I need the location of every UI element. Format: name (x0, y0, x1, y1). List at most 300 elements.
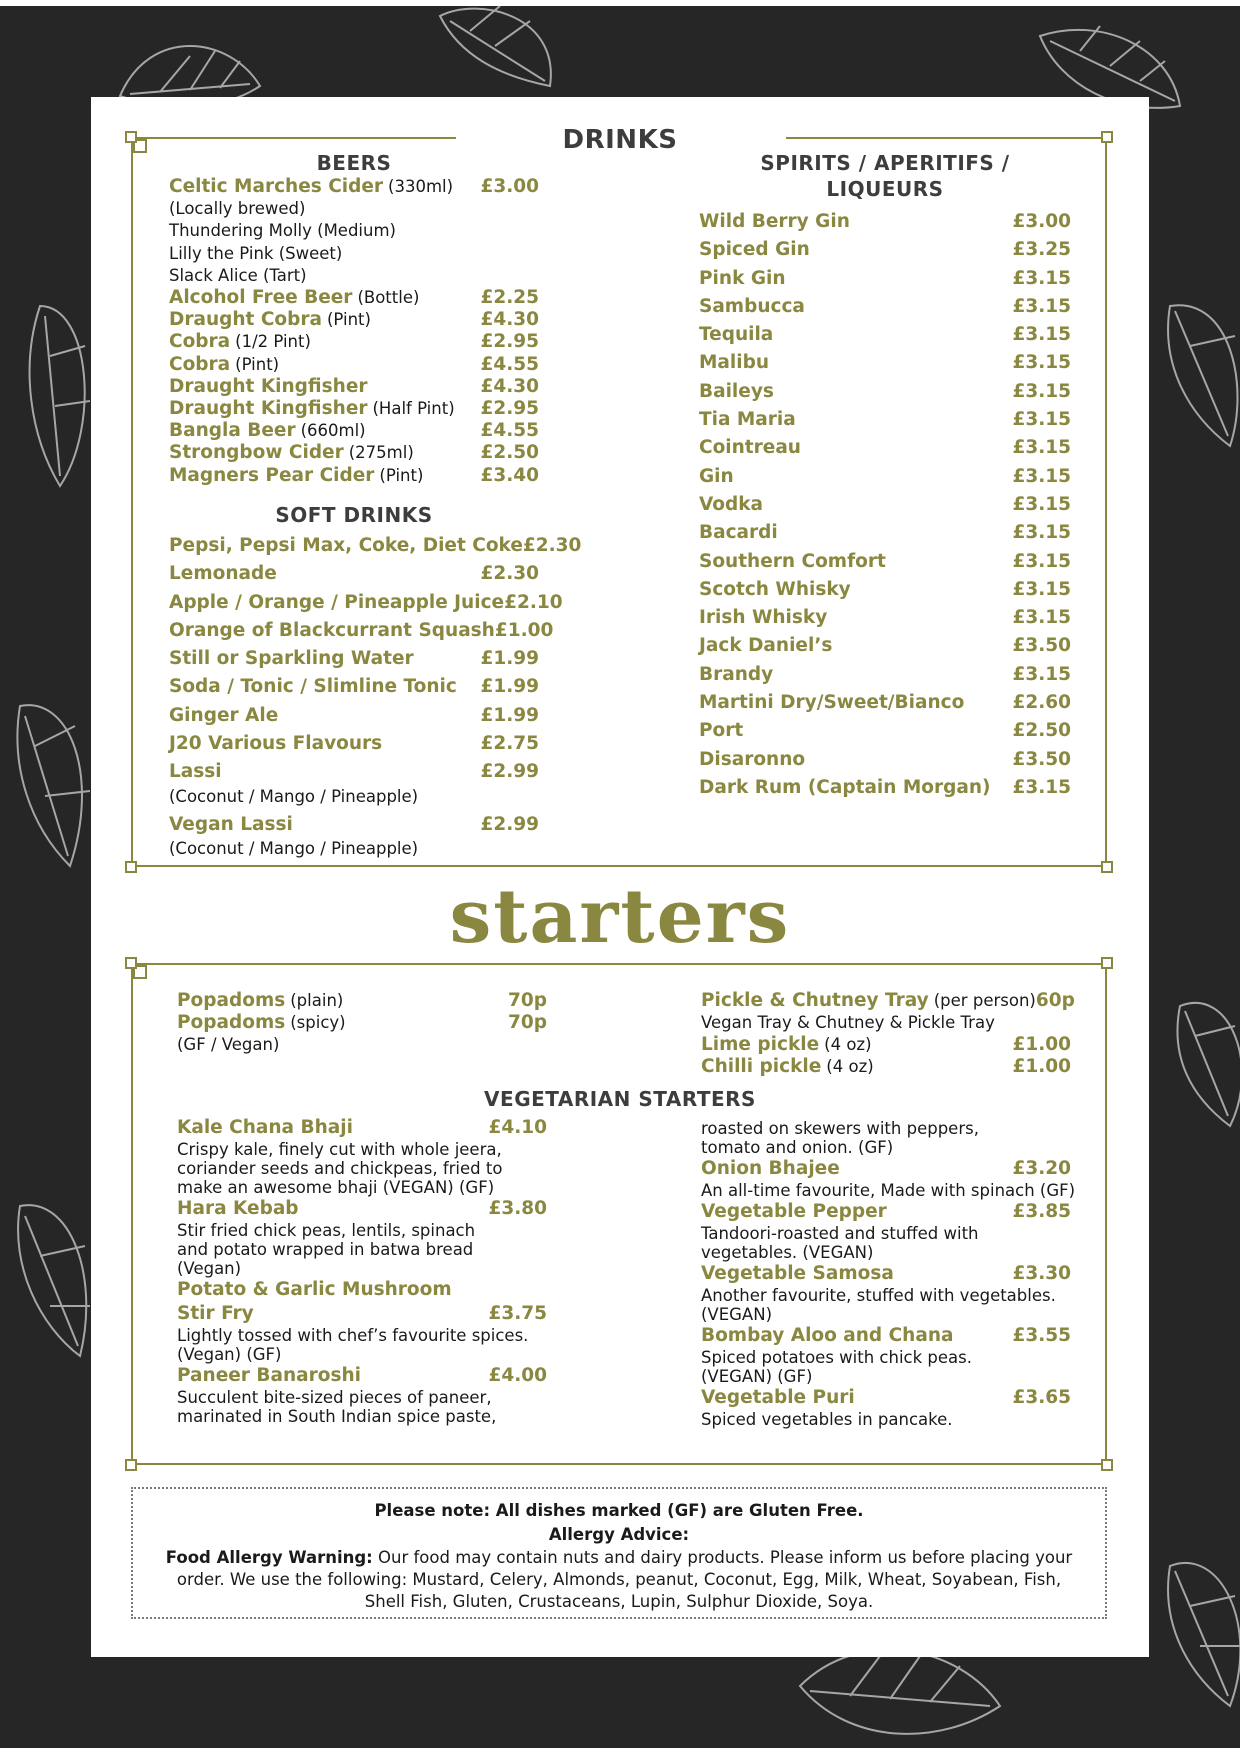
menu-item-note: Vegan Tray & Chutney & Pickle Tray (701, 1013, 995, 1032)
menu-item-label (177, 990, 343, 1012)
menu-item-name: Paneer Banaroshi (177, 1365, 361, 1386)
menu-item-row (701, 1034, 1071, 1056)
menu-item-note: (660ml) (300, 421, 366, 441)
menu-item-name: Onion Bhajee (701, 1158, 840, 1179)
menu-item-label (699, 604, 827, 632)
menu-item-description: An all-time favourite, Made with spinach (GF) (701, 1181, 1076, 1200)
menu-item-row (169, 354, 539, 376)
menu-item-price: £3.20 (1012, 1158, 1071, 1179)
menu-item-row (699, 661, 1071, 689)
soft-drinks-column (169, 502, 629, 863)
menu-item-description: Tandoori-roasted and stuffed with (701, 1224, 979, 1243)
menu-item-row (169, 532, 582, 560)
menu-item-row (699, 208, 1071, 236)
menu-item-description: Spiced potatoes with chick peas. (701, 1348, 972, 1367)
menu-item-row (701, 1012, 1071, 1034)
menu-item-label (701, 1034, 872, 1056)
menu-item-label (169, 560, 277, 588)
menu-item-price: £2.30 (480, 563, 539, 585)
menu-item-price: £2.75 (480, 733, 539, 755)
menu-item-label (169, 198, 305, 220)
menu-item-row (699, 576, 1071, 604)
frame-corner (1101, 861, 1113, 873)
menu-item-name: Pepsi, Pepsi Max, Coke, Diet Coke (169, 535, 523, 556)
menu-item-name: Apple / Orange / Pineapple Juice (169, 591, 505, 613)
menu-item-description: vegetables. (VEGAN) (701, 1243, 874, 1262)
menu-item-label (169, 645, 414, 673)
menu-item-price: £3.15 (1012, 776, 1071, 798)
menu-item-name: Vegetable Pepper (701, 1201, 887, 1222)
menu-item-name: Bacardi (699, 522, 778, 544)
menu-item-name: Vegetable Puri (701, 1387, 855, 1408)
menu-item-price: £3.00 (1012, 211, 1071, 232)
menu-item-row (169, 730, 539, 758)
menu-item-price: £2.30 (522, 535, 582, 556)
allergy-box (131, 1487, 1107, 1619)
menu-item-note: (Locally brewed) (169, 199, 306, 219)
menu-item-name: Dark Rum (Captain Morgan) (699, 776, 991, 798)
menu-item-label (699, 661, 773, 689)
menu-item-price: £2.10 (504, 591, 563, 613)
spirits-column (699, 150, 1071, 802)
menu-item-row (699, 491, 1071, 519)
menu-item-row (699, 321, 1071, 349)
menu-item-row (169, 309, 539, 331)
menu-item-label (177, 1364, 361, 1388)
menu-item-note: Slack Alice (Tart) (169, 265, 307, 285)
menu-item-description: (Coconut / Mango / Pineapple) (169, 838, 419, 858)
menu-item-price: £4.55 (480, 420, 539, 442)
menu-item-price: £3.15 (1012, 663, 1071, 685)
menu-item-name: Tequila (699, 324, 774, 346)
allergy-warning-line: order. We use the following: Mustard, Celery, Almonds, peanut, Coconut, Egg, Milk, Wheat, Soyabean, Fish, (176, 1570, 1062, 1589)
menu-item-row (169, 617, 554, 645)
menu-item-price: £2.50 (480, 442, 539, 464)
menu-item-name: Vodka (699, 493, 764, 515)
menu-item-label (701, 1386, 855, 1410)
menu-item-row (699, 604, 1071, 632)
menu-item-name: Popadoms (177, 1012, 286, 1033)
menu-item-row (177, 1278, 547, 1302)
menu-item-note: (330ml) (388, 177, 454, 196)
spirits-heading: SPIRITS / APERITIFS / LIQUEURS (699, 150, 1071, 202)
allergy-advice-heading: Allergy Advice: (548, 1525, 690, 1544)
menu-item-row (169, 220, 539, 242)
menu-item-label (169, 331, 311, 353)
menu-item-label (701, 990, 1036, 1012)
menu-item-row (169, 398, 539, 420)
menu-item-label (169, 730, 382, 758)
menu-item-price: £3.00 (480, 176, 539, 197)
menu-item-row (169, 376, 539, 398)
menu-item-row (169, 198, 539, 220)
menu-item-label (699, 689, 964, 717)
menu-item-row (169, 702, 539, 730)
menu-item-description: (Vegan) (177, 1259, 242, 1278)
spirits-list (699, 208, 1071, 802)
menu-item-row (177, 1034, 547, 1056)
menu-item-note: (Bottle) (357, 288, 420, 308)
menu-item-row (701, 1200, 1071, 1224)
menu-item-row (169, 243, 539, 265)
menu-item-label (177, 1302, 254, 1326)
menu-item-name: Disaronno (699, 748, 806, 770)
menu-item-row (169, 176, 539, 198)
menu-item-row (177, 990, 547, 1012)
menu-item-description: Succulent bite-sized pieces of paneer, (177, 1388, 492, 1407)
menu-page (91, 97, 1149, 1657)
menu-item-label (699, 406, 796, 434)
menu-item-label (699, 491, 763, 519)
menu-item-label (169, 617, 495, 645)
menu-item-row (169, 589, 563, 617)
menu-item-price: £2.60 (1012, 692, 1071, 714)
menu-item-label (169, 442, 414, 464)
menu-item-row (169, 673, 539, 701)
menu-item-name: Potato & Garlic Mushroom (177, 1279, 452, 1300)
menu-item-note: (1/2 Pint) (235, 332, 311, 352)
menu-item-name: Strongbow Cider (169, 442, 344, 464)
menu-item-price: £3.15 (1012, 352, 1071, 374)
menu-item-name: Chilli pickle (701, 1056, 822, 1077)
menu-item-row (699, 746, 1071, 774)
menu-item-description: make an awesome bhaji (VEGAN) (GF) (177, 1178, 495, 1197)
soft-drinks-list (169, 532, 629, 861)
menu-item-name: Bangla Beer (169, 420, 296, 442)
menu-item-name: Lassi (169, 761, 222, 783)
menu-item-name: Draught Kingfisher (169, 398, 368, 420)
menu-item-row (169, 287, 539, 309)
menu-item-label (169, 465, 423, 487)
menu-item-label (699, 774, 990, 802)
menu-item-note: Thundering Molly (Medium) (169, 221, 396, 241)
menu-item-label (169, 376, 368, 398)
beers-list (169, 176, 629, 487)
menu-item-price: £2.99 (480, 813, 539, 835)
menu-item-name: Hara Kebab (177, 1198, 299, 1219)
menu-item-label (701, 1056, 874, 1078)
popadoms-column (177, 990, 547, 1056)
pickles-list (701, 990, 1075, 1078)
menu-item-row (701, 1056, 1071, 1078)
menu-item-row (699, 434, 1071, 462)
menu-item-price: £3.25 (1012, 239, 1071, 261)
menu-item-price: £4.30 (480, 309, 539, 331)
menu-item-name: Pink Gin (699, 267, 786, 289)
menu-item-price: £4.10 (488, 1117, 547, 1138)
menu-item-label (699, 746, 805, 774)
menu-item-label (169, 702, 278, 730)
menu-item-note: (Pint) (326, 310, 371, 330)
menu-item-price: £3.15 (1012, 380, 1071, 402)
menu-item-row (699, 265, 1071, 293)
menu-item-price: £3.50 (1012, 748, 1071, 770)
menu-item-name: Magners Pear Cider (169, 464, 375, 486)
menu-item-price: £3.15 (1012, 324, 1071, 346)
menu-item-name: Orange of Blackcurrant Squash (169, 619, 495, 641)
menu-item-row (701, 990, 1075, 1012)
menu-item-name: Still or Sparkling Water (169, 648, 414, 670)
frame-corner (1101, 1459, 1113, 1471)
menu-item-name: Vegan Lassi (169, 813, 293, 835)
menu-item-row (177, 1197, 547, 1221)
menu-item-row (169, 420, 539, 442)
menu-item-row (169, 758, 539, 786)
menu-item-label (699, 632, 832, 660)
menu-item-row (699, 519, 1071, 547)
menu-item-name: Martini Dry/Sweet/Bianco (699, 692, 965, 714)
menu-item-label (701, 1200, 887, 1224)
menu-item-price: £3.15 (1012, 465, 1071, 487)
menu-item-label (169, 811, 293, 839)
menu-item-row (701, 1157, 1071, 1181)
menu-item-price: £2.50 (1012, 720, 1071, 742)
menu-item-price: £4.55 (480, 353, 539, 375)
menu-item-name: Cobra (169, 331, 231, 353)
menu-item-name: Scotch Whisky (699, 578, 851, 600)
menu-item-note: (GF / Vegan) (177, 1035, 280, 1054)
menu-item-price: £2.99 (480, 761, 539, 783)
menu-item-row (699, 293, 1071, 321)
menu-item-row (699, 689, 1071, 717)
menu-item-description: Crispy kale, finely cut with whole jeera, (177, 1140, 502, 1159)
menu-item-price: £1.99 (480, 704, 539, 726)
frame-corner (125, 957, 137, 969)
menu-item-name: Tia Maria (699, 409, 796, 431)
menu-item-label (169, 532, 523, 560)
menu-item-label (699, 293, 805, 321)
gluten-free-note: Please note: All dishes marked (GF) are Gluten Free. (374, 1501, 864, 1520)
menu-item-name: Stir Fry (177, 1303, 254, 1324)
menu-item-price: £3.50 (1012, 635, 1071, 657)
menu-item-price: £3.15 (1012, 522, 1071, 544)
menu-item-description: (Coconut / Mango / Pineapple) (169, 786, 419, 806)
menu-item-name: Spiced Gin (699, 239, 810, 261)
menu-item-label (169, 265, 307, 287)
menu-item-label (701, 1157, 840, 1181)
frame-corner (125, 861, 137, 873)
menu-item-row (699, 463, 1071, 491)
menu-item-note: (4 oz) (826, 1057, 874, 1076)
menu-item-name: Celtic Marches Cider (169, 176, 384, 197)
menu-item-label (701, 1012, 995, 1034)
menu-item-row (699, 349, 1071, 377)
menu-item-label (699, 349, 769, 377)
menu-item-price: £3.15 (1012, 267, 1071, 289)
menu-item-label (699, 208, 850, 236)
menu-item-row (169, 265, 539, 287)
menu-item-name: J20 Various Flavours (169, 733, 383, 755)
menu-item-name: Draught Kingfisher (169, 375, 368, 397)
menu-item-note: (Half Pint) (372, 399, 455, 419)
menu-item-description: (VEGAN) (GF) (701, 1367, 813, 1386)
menu-item-name: Gin (699, 465, 734, 487)
frame-corner (125, 1459, 137, 1471)
soft-drinks-heading: SOFT DRINKS (275, 503, 433, 527)
menu-item-label (169, 287, 419, 309)
menu-item-price: £3.15 (1012, 437, 1071, 459)
menu-item-description: coriander seeds and chickpeas, fried to (177, 1159, 503, 1178)
menu-item-name: Wild Berry Gin (699, 211, 850, 232)
menu-item-note: (4 oz) (824, 1035, 872, 1054)
menu-item-label (169, 354, 279, 376)
menu-item-label (699, 463, 734, 491)
menu-item-price: £3.65 (1012, 1387, 1071, 1408)
menu-item-label (177, 1197, 299, 1221)
menu-item-note: (spicy) (290, 1013, 346, 1032)
starters-title: starters (449, 874, 791, 960)
menu-item-row (177, 1116, 547, 1140)
menu-item-name: Pickle & Chutney Tray (701, 990, 929, 1011)
menu-item-description: and potato wrapped in batwa bread (177, 1240, 474, 1259)
menu-item-name: Jack Daniel’s (699, 635, 833, 657)
menu-item-description: Lightly tossed with chef’s favourite spices. (177, 1326, 529, 1345)
menu-item-label (699, 378, 774, 406)
menu-item-row (169, 465, 539, 487)
menu-item-description: Stir fried chick peas, lentils, spinach (177, 1221, 476, 1240)
menu-item-label (169, 420, 366, 442)
menu-item-price: £3.15 (1012, 295, 1071, 317)
menu-item-row (699, 378, 1071, 406)
menu-item-note: (Pint) (235, 354, 280, 374)
menu-item-price: £2.25 (480, 287, 539, 309)
menu-item-label (177, 1116, 353, 1140)
frame-corner (1101, 957, 1113, 969)
menu-item-price: £3.40 (480, 464, 539, 486)
menu-item-label (169, 176, 453, 198)
menu-item-price: 70p (508, 990, 547, 1011)
menu-item-price: 60p (1035, 990, 1075, 1011)
menu-item-price: £3.75 (488, 1303, 547, 1324)
menu-item-row (699, 548, 1071, 576)
menu-item-row (169, 645, 539, 673)
menu-item-label (699, 321, 773, 349)
menu-item-name: Alcohol Free Beer (169, 287, 353, 309)
menu-item-label (169, 309, 371, 331)
menu-item-name: Irish Whisky (699, 607, 828, 629)
menu-item-label (169, 220, 396, 242)
menu-item-label (169, 398, 455, 420)
menu-item-name: Vegetable Samosa (701, 1263, 894, 1284)
menu-item-note: (275ml) (348, 443, 414, 463)
menu-item-row (177, 1302, 547, 1326)
menu-item-name: Kale Chana Bhaji (177, 1117, 353, 1138)
menu-item-row (699, 717, 1071, 745)
menu-item-name: Popadoms (177, 990, 286, 1011)
menu-item-label (169, 673, 457, 701)
menu-item-name: Brandy (699, 663, 774, 685)
menu-item-label (169, 589, 504, 617)
menu-item-label (699, 548, 886, 576)
menu-item-price: £2.95 (480, 331, 539, 353)
menu-item-price: £3.30 (1012, 1263, 1071, 1284)
allergy-warning-line: Shell Fish, Gluten, Crustaceans, Lupin, Sulphur Dioxide, Soya. (364, 1592, 874, 1611)
menu-item-price: £1.99 (480, 676, 539, 698)
menu-item-price: £1.00 (494, 619, 554, 641)
beers-column (169, 150, 629, 487)
menu-item-name: Southern Comfort (699, 550, 886, 572)
menu-item-name: Soda / Tonic / Slimline Tonic (169, 676, 457, 698)
menu-item-description: Another favourite, stuffed with vegetables. (701, 1286, 1056, 1305)
menu-item-price: £3.15 (1012, 550, 1071, 572)
menu-item-name: Port (699, 720, 744, 742)
menu-item-price: 70p (508, 1012, 547, 1033)
menu-item-name: Cointreau (699, 437, 801, 459)
menu-item-price: £3.15 (1012, 409, 1071, 431)
menu-item-note: (Pint) (379, 465, 424, 485)
menu-item-row (169, 331, 539, 353)
menu-item-label (699, 717, 743, 745)
menu-item-label (699, 576, 851, 604)
menu-item-name: Lime pickle (701, 1034, 820, 1055)
menu-item-label (699, 236, 810, 264)
menu-item-row (701, 1324, 1071, 1348)
veg-left-list (177, 1116, 547, 1426)
beers-heading: BEERS (316, 151, 392, 175)
drinks-title: DRINKS (562, 125, 678, 155)
menu-item-name: Bombay Aloo and Chana (701, 1325, 954, 1346)
menu-item-name: Draught Cobra (169, 309, 322, 331)
menu-item-price: £3.15 (1012, 493, 1071, 515)
menu-item-name: Cobra (169, 353, 231, 375)
menu-item-row (701, 1386, 1071, 1410)
menu-item-price: £1.00 (1012, 1034, 1071, 1055)
menu-item-price: £1.99 (480, 648, 539, 670)
menu-item-row (699, 236, 1071, 264)
menu-item-description: (VEGAN) (701, 1305, 773, 1324)
menu-item-note: (per person) (933, 991, 1036, 1010)
pickles-column (701, 990, 1075, 1078)
menu-item-row (169, 442, 539, 464)
menu-item-name: Ginger Ale (169, 704, 279, 726)
menu-item-label (177, 1278, 452, 1302)
menu-item-note: Lilly the Pink (Sweet) (169, 243, 343, 263)
menu-item-price: £3.85 (1012, 1201, 1071, 1222)
menu-item-label (699, 434, 801, 462)
menu-item-row (699, 406, 1071, 434)
allergy-warning-text: Our food may contain nuts and dairy products. Please inform us before placing your (372, 1548, 1073, 1567)
menu-item-row (177, 1012, 547, 1034)
menu-item-price: £1.00 (1012, 1056, 1071, 1077)
menu-item-label (169, 243, 342, 265)
menu-item-name: Baileys (699, 380, 774, 402)
menu-item-price: £2.95 (480, 398, 539, 420)
popadoms-list (177, 990, 547, 1056)
vegetarian-starters-heading: VEGETARIAN STARTERS (484, 1087, 756, 1111)
menu-item-price: £4.00 (488, 1365, 547, 1386)
menu-item-description: (Vegan) (GF) (177, 1345, 282, 1364)
menu-item-label (177, 1012, 346, 1034)
veg-left-column (177, 1116, 547, 1426)
allergy-warning-label: Food Allergy Warning: (165, 1548, 373, 1567)
menu-item-label (701, 1262, 894, 1286)
menu-item-description: Spiced vegetables in pancake. (701, 1410, 953, 1429)
menu-item-name: Malibu (699, 352, 769, 374)
allergy-warning-line (133, 1547, 1105, 1569)
menu-item-note: (plain) (290, 991, 344, 1010)
menu-item-row (699, 632, 1071, 660)
menu-item-label (701, 1324, 954, 1348)
veg-right-intro-line: roasted on skewers with peppers, (701, 1119, 979, 1138)
menu-item-label (177, 1034, 279, 1056)
veg-right-intro-line: tomato and onion. (GF) (701, 1138, 894, 1157)
menu-item-row (699, 774, 1071, 802)
menu-item-price: £4.30 (480, 375, 539, 397)
menu-item-name: Lemonade (169, 563, 277, 585)
menu-item-price: £3.80 (488, 1198, 547, 1219)
veg-right-column (701, 1119, 1076, 1429)
menu-item-row (169, 811, 539, 839)
